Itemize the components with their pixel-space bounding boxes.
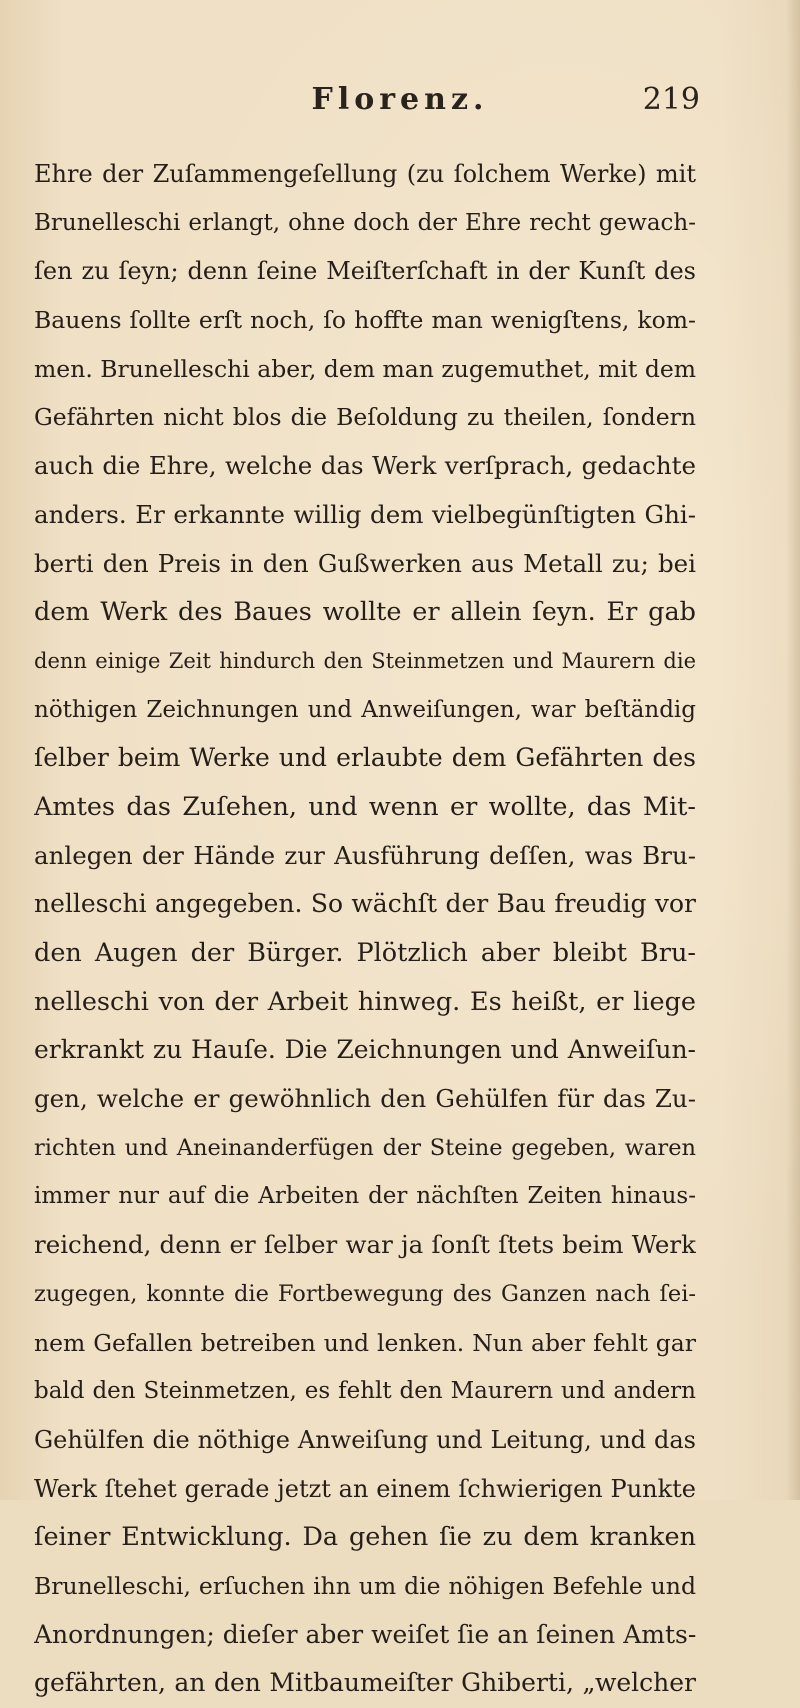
text-line: den Augen der Bürger. Plötzlich aber bleibt Bru- [34, 938, 696, 968]
text-line: auch die Ehre, welche das Werk verſprach, gedachte [34, 451, 696, 481]
body-text [34, 150, 696, 1708]
text-line: nelleschi angegeben. So wächſt der Bau freudig vor [34, 889, 696, 919]
text-line: zugegen, konnte die Fortbewegung des Ganzen nach ſei- [34, 1280, 696, 1307]
text-line: nöthigen Zeichnungen und Anweiſungen, war beſtändig [34, 696, 696, 723]
text-line: gen, welche er gewöhnlich den Gehülfen für das Zu- [34, 1084, 696, 1114]
text-line: Ehre der Zuſammengeſellung (zu ſolchem Werke) mit [34, 160, 696, 188]
text-line: erkrankt zu Hauſe. Die Zeichnungen und Anweiſun- [34, 1035, 696, 1065]
text-line: Gefährten nicht blos die Beſoldung zu theilen, ſondern [34, 403, 696, 432]
text-line: Amtes das Zuſehen, und wenn er wollte, das Mit- [34, 791, 696, 822]
text-line: denn einige Zeit hindurch den Steinmetzen und Maurern die [34, 648, 696, 673]
text-line: gefährten, an den Mitbaumeiſter Ghiberti, „welcher [34, 1668, 696, 1698]
text-line: nem Gefallen betreiben und lenken. Nun aber fehlt gar [34, 1328, 696, 1357]
text-line: Brunelleschi erlangt, ohne doch der Ehre recht gewach- [34, 209, 696, 236]
text-line: Werk ſtehet gerade jetzt an einem ſchwierigen Punkte [34, 1474, 696, 1503]
page-number: 219 [642, 82, 700, 117]
text-line: Gehülfen die nöthige Anweiſung und Leitung, und das [34, 1425, 696, 1454]
text-line: anders. Er erkannte willig dem vielbegünſtigten Ghi- [34, 499, 696, 529]
text-line: berti den Preis in den Gußwerken aus Metall zu; bei [34, 548, 696, 578]
text-line: ſeiner Entwicklung. Da gehen ſie zu dem kranken [34, 1522, 696, 1553]
text-line: ſelber beim Werke und erlaubte dem Gefährten des [34, 743, 696, 773]
text-line: anlegen der Hände zur Ausführung deſſen, was Bru- [34, 840, 696, 870]
text-line: dem Werk des Baues wollte er allein ſeyn. Er gab [34, 597, 696, 628]
page-edge-shadow [786, 0, 800, 1500]
text-line: men. Brunelleschi aber, dem man zugemuthet, mit dem [34, 354, 696, 383]
text-line: nelleschi von der Arbeit hinweg. Es heißt, er liege [34, 986, 696, 1017]
text-line: reichend, denn er ſelber war ja ſonſt ſtets beim Werk [34, 1230, 696, 1260]
text-line: Bauens ſollte erſt noch, ſo hoffte man wenigſtens, kom- [34, 306, 696, 335]
running-title: Florenz. [311, 82, 489, 117]
page-header [0, 82, 800, 122]
text-line: richten und Aneinanderfügen der Steine gegeben, waren [34, 1134, 696, 1161]
text-line: Brunelleschi, erſuchen ihn um die nöhigen Befehle und [34, 1571, 696, 1600]
text-line: bald den Steinmetzen, es fehlt den Maurern und andern [34, 1378, 696, 1405]
text-line: Anordnungen; dieſer aber weiſet ſie an ſeinen Amts- [34, 1619, 696, 1649]
text-line: immer nur auf die Arbeiten der nächſten Zeiten hinaus- [34, 1183, 696, 1210]
text-line: ſen zu ſeyn; denn ſeine Meiſterſchaft in der Kunſt des [34, 257, 696, 286]
